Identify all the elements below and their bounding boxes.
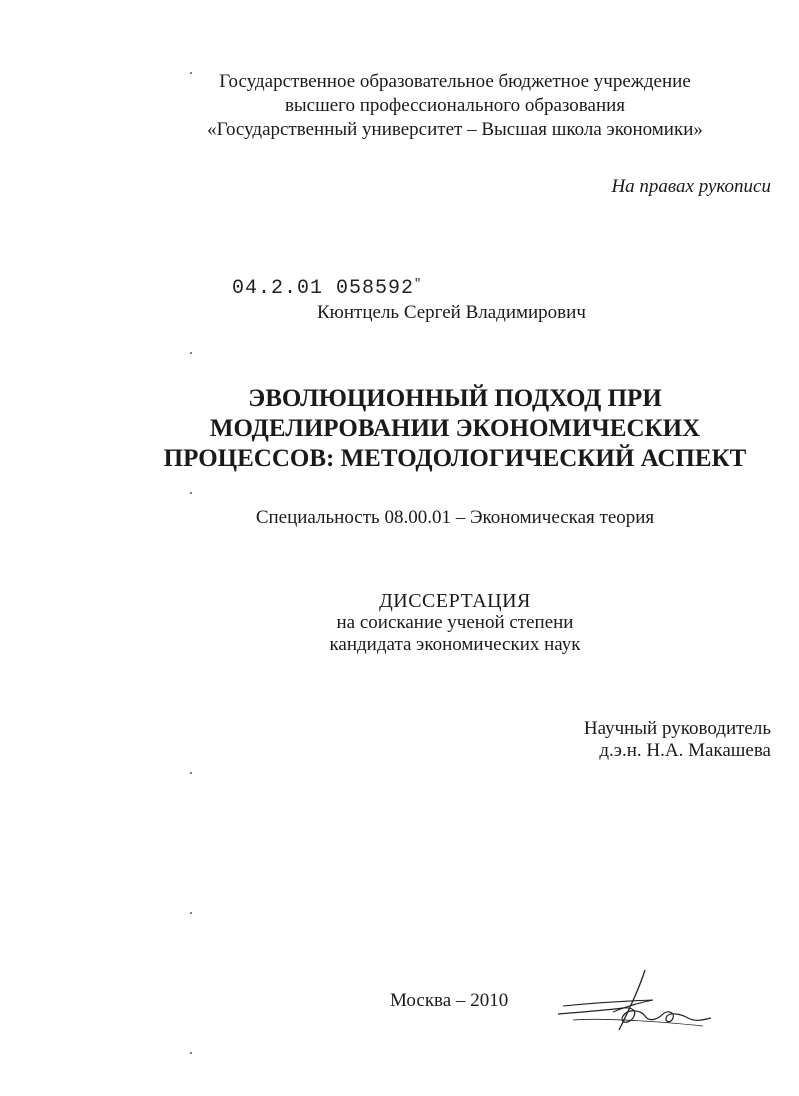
stamp-number: 04.2.01 058592 — [232, 277, 415, 300]
institution-line: Государственное образовательное бюджетное учреждение — [219, 71, 691, 92]
scan-speck — [190, 352, 192, 354]
title-line: ПРОЦЕССОВ: МЕТОДОЛОГИЧЕСКИЙ АСПЕКТ — [163, 445, 747, 472]
scan-speck — [190, 1052, 192, 1054]
degree-line: на соискание ученой степени — [336, 612, 574, 633]
institution-line: высшего профессионального образования — [284, 95, 626, 116]
manuscript-note: На правах рукописи — [611, 176, 771, 197]
author-name: Кюнтцель Сергей Владимирович — [317, 302, 586, 323]
institution-header — [55, 70, 799, 142]
institution-line: «Государственный университет – Высшая школа экономики» — [207, 119, 703, 140]
advisor-label: Научный руководитель — [583, 718, 771, 739]
specialty-line: Специальность 08.00.01 – Экономическая теория — [255, 507, 655, 528]
scan-speck — [190, 912, 192, 914]
dissertation-heading: ДИССЕРТАЦИЯ — [379, 590, 531, 612]
advisor-name: д.э.н. Н.А. Макашева — [599, 740, 771, 761]
scan-speck — [190, 492, 192, 494]
advisor-block — [584, 718, 771, 762]
city-year: Москва – 2010 — [390, 990, 509, 1011]
title-line: МОДЕЛИРОВАНИИ ЭКОНОМИЧЕСКИХ — [209, 415, 701, 442]
degree-line: кандидата экономических наук — [329, 634, 581, 655]
registration-stamp — [232, 277, 422, 300]
title-line: ЭВОЛЮЦИОННЫЙ ПОДХОД ПРИ — [248, 385, 662, 412]
scan-speck — [190, 72, 192, 74]
signature-image — [553, 968, 723, 1038]
scan-speck — [190, 772, 192, 774]
stamp-mark: ″ — [414, 277, 423, 291]
dissertation-block — [55, 590, 799, 656]
dissertation-title — [55, 384, 799, 474]
